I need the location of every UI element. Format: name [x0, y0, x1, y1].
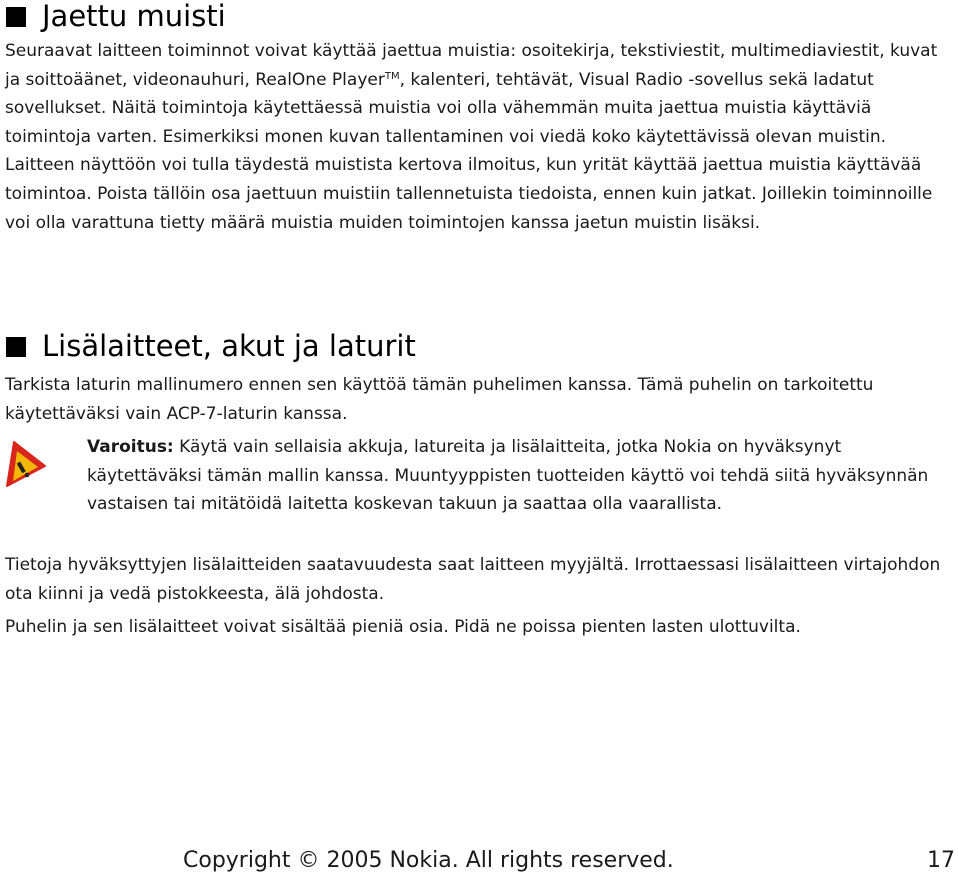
section-heading-lisalaitteet — [6, 330, 416, 362]
section-heading-jaettu-muisti — [6, 0, 226, 32]
heading-bullet-square — [6, 337, 26, 357]
warning-text: Käytä vain sellaisia akkuja, latureita ja lisälaitteita, jotka Nokia on hyväksynyt käytettäväksi tämän mallin kanssa. Muuntyyppisten tuotteiden käyttö voi tehdä siitä hyväksynnän vastaisen tai mitätöidä laitetta koskevan takuun ja saattaa olla vaarallista. — [87, 437, 929, 515]
heading-bullet-square — [6, 7, 26, 27]
section-title: Jaettu muisti — [42, 0, 226, 33]
warning-triangle-icon — [5, 440, 47, 488]
paragraph-small-parts: Puhelin ja sen lisälaitteet voivat sisältää pieniä osia. Pidä ne poissa pienten lasten ulottuvilta. — [5, 617, 801, 637]
warning-label: Varoitus: — [87, 437, 174, 457]
warning-paragraph — [87, 433, 955, 519]
paragraph-shared-memory — [5, 37, 955, 237]
paragraph-text-part1: Seuraavat laitteen toiminnot voivat käyttää jaettua muistia: osoitekirja, tekstiviestit, multimediaviestit, kuvat ja soittoäänet, videonauhuri, RealOne Player — [5, 41, 938, 90]
paragraph-text-part2: , kalenteri, tehtävät, Visual Radio -sovellus sekä ladatut sovellukset. Näitä toimintoja käytettäessä muistia voi olla vähemmän muita jaettua muistia käyttäviä toimintoja varten. Esimerkiksi monen kuvan tallentaminen voi viedä koko käytettävissä olevan muistin. Laitteen näyttöön voi tulla täydestä muistista kertova ilmoitus, kun yrität käyttää jaettua muistia käyttävää toimintoa. Poista tällöin osa jaettuun muistiin tallennetuista tiedoista, ennen kuin jatkat. Joillekin toiminnoille voi olla varattuna tietty määrä muistia muiden toimintojen kanssa jaetun muistin lisäksi. — [5, 69, 933, 233]
paragraph-accessory-info: Tietoja hyväksyttyjen lisälaitteiden saatavuudesta saat laitteen myyjältä. Irrottaessasi lisälaitteen virtajohdon ota kiinni ja vedä pistokkeesta, älä johdosta. — [5, 555, 941, 604]
trademark-mark: TM — [384, 70, 400, 82]
footer-copyright: Copyright © 2005 Nokia. All rights reserved. — [183, 848, 674, 873]
page-number: 17 — [927, 848, 955, 873]
paragraph-charger-model: Tarkista laturin mallinumero ennen sen käyttöä tämän puhelimen kanssa. Tämä puhelin on tarkoitettu käytettäväksi vain ACP-7-laturin kanssa. — [5, 375, 874, 424]
section-title: Lisälaitteet, akut ja laturit — [42, 329, 416, 363]
